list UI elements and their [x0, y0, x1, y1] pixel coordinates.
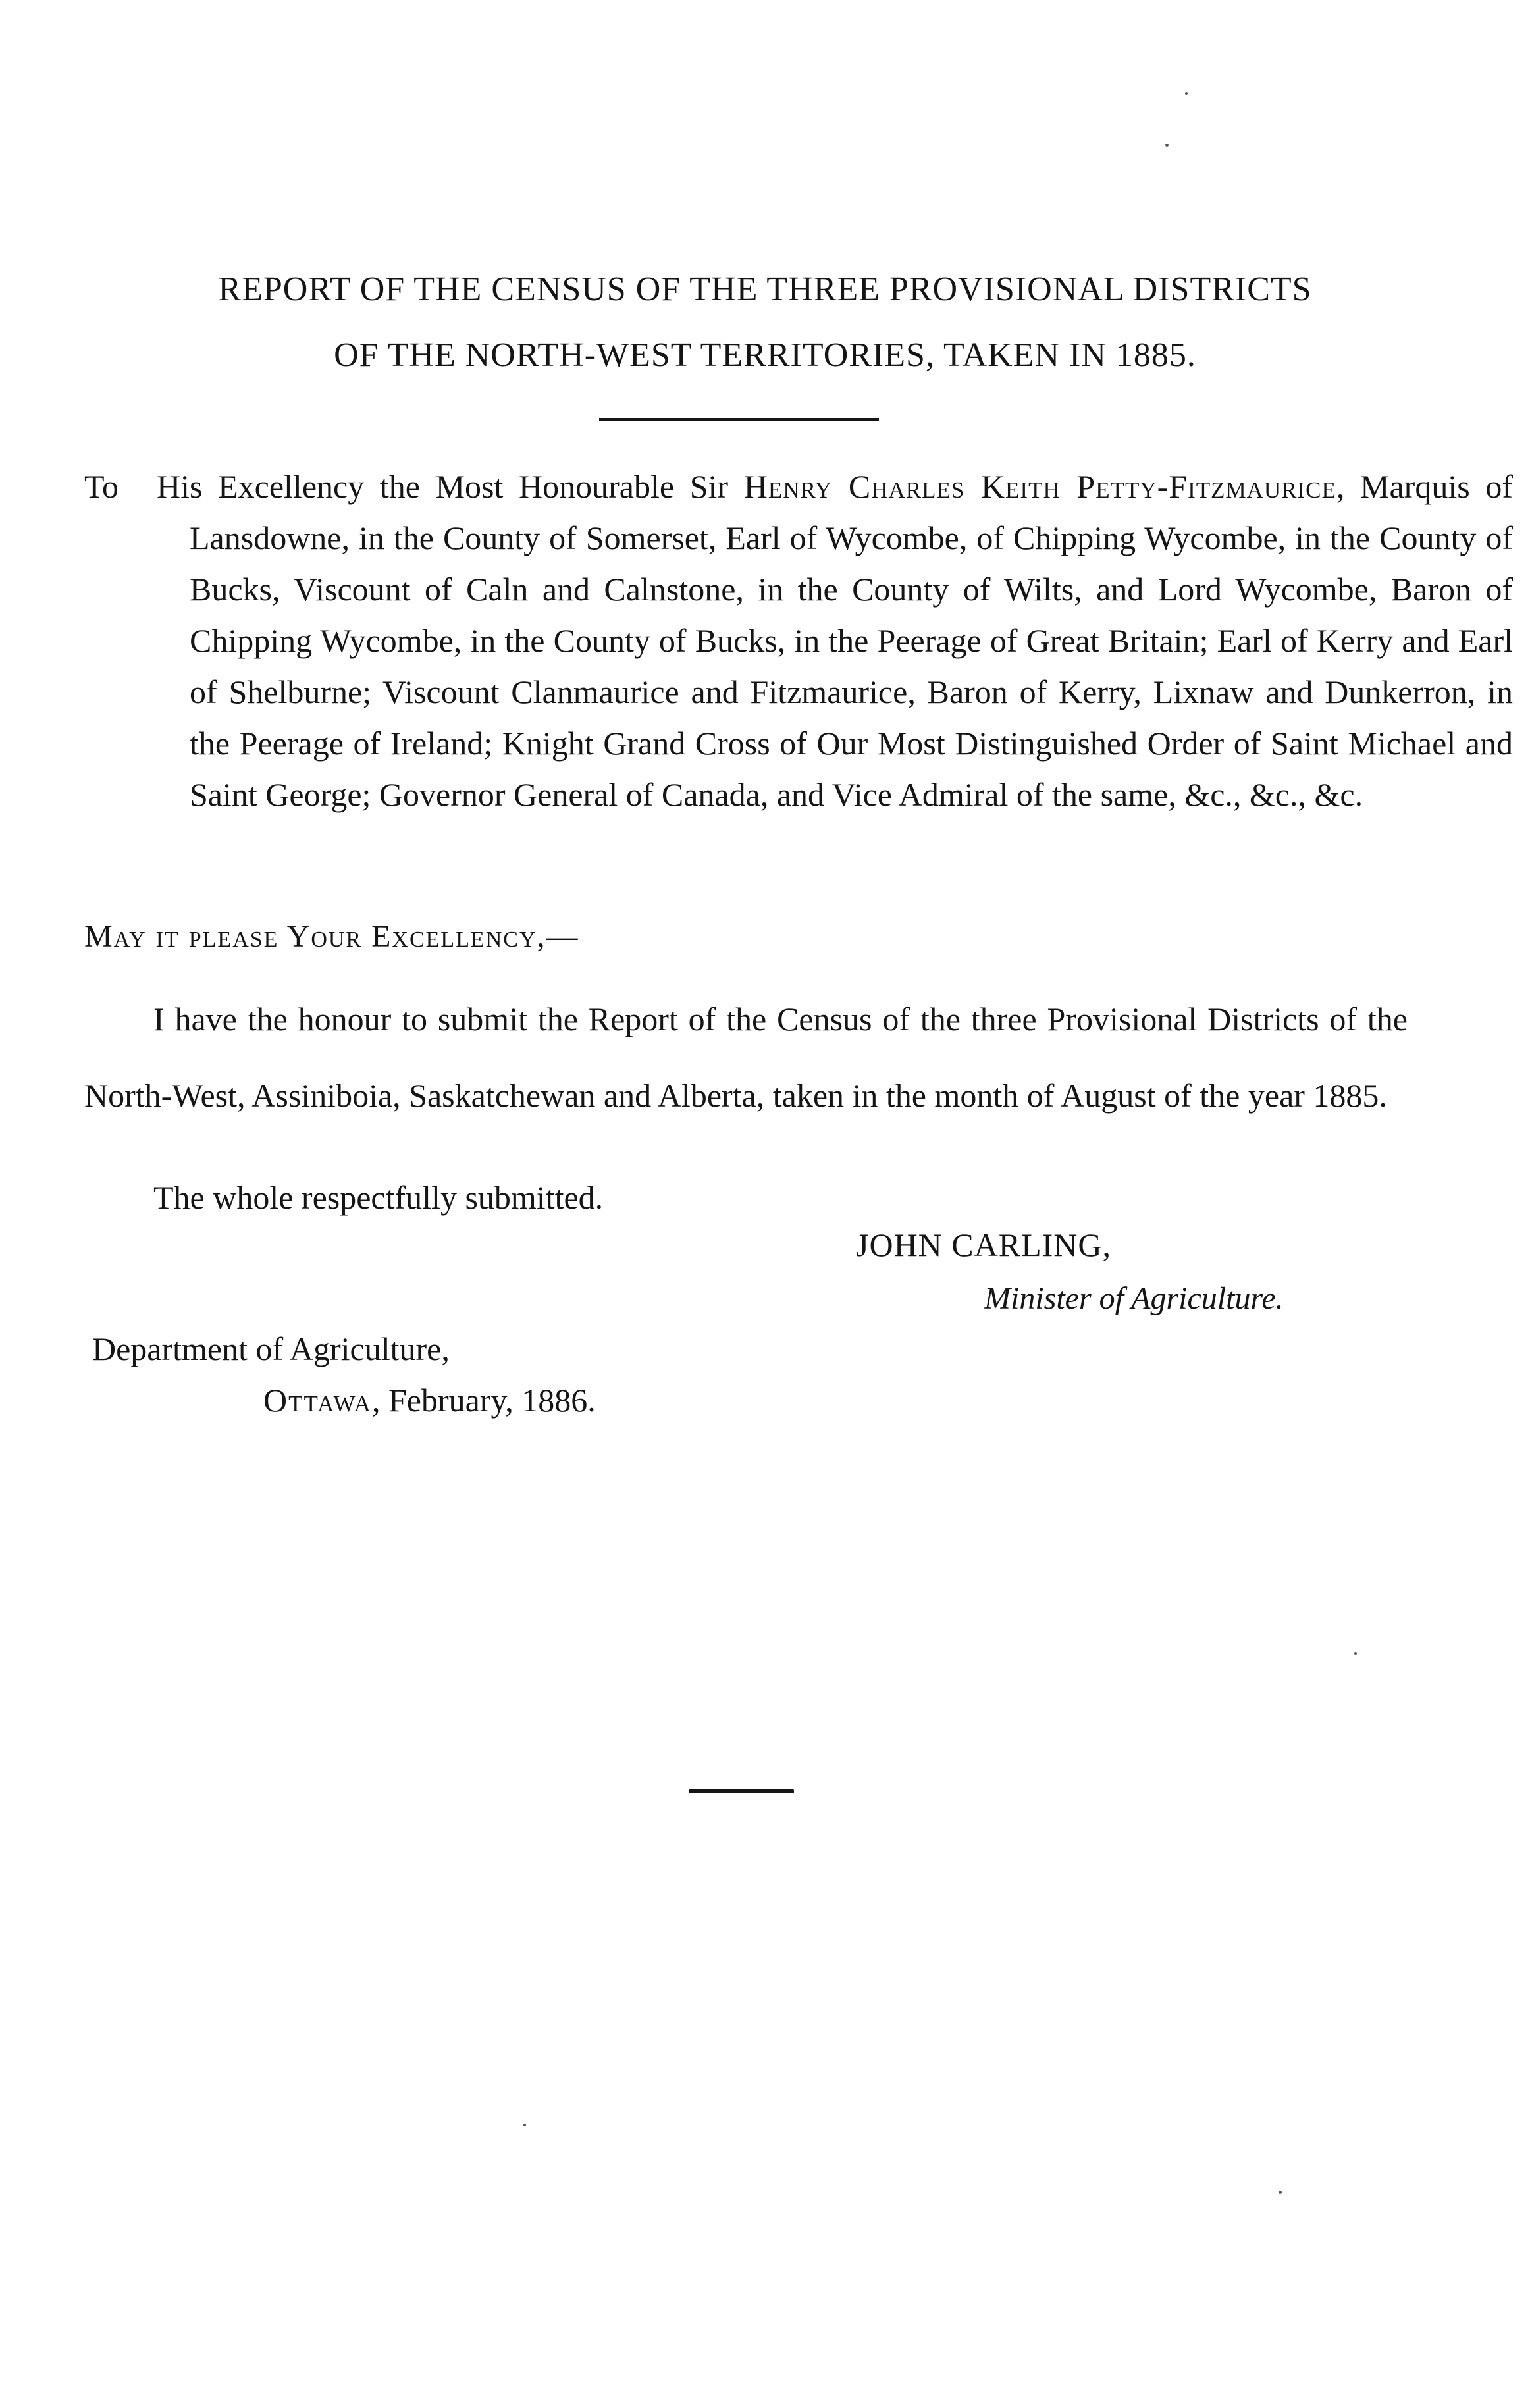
salutation: May it please Your Excellency,—: [84, 919, 579, 954]
address-intro: His Excellency the Most Honourable Sir: [157, 468, 744, 505]
end-divider-rule: [689, 1789, 794, 1793]
paper-speck: [1279, 2191, 1282, 2194]
signatory-name: JOHN CARLING,: [856, 1226, 1111, 1263]
address-recipient-name: Henry Charles Keith Petty-Fitzmaurice: [743, 468, 1336, 505]
address-titles: , Marquis of Lansdowne, in the County of Somerset, Earl of Wycombe, of Chipping Wycombe, in the County of Bucks, Viscount of Caln and Calnstone, in the County of Wilts, and Lord Wycombe, Baron of Chipping Wycombe, in the County of Bucks, in the Peerage of Great Britain; Earl of Kerry and Earl of Shelburne; Viscount Clanmaurice and Fitzmaurice, Baron of Kerry, Lixnaw and Dunkerron, in the Peerage of Ireland; Knight Grand Cross of Our Most Distinguished Order of Saint Michael and Saint George; Governor General of Canada, and Vice Admiral of the same, &c., &c., &c.: [190, 468, 1513, 813]
department-line: Department of Agriculture,: [92, 1330, 450, 1367]
place-date-line: [263, 1381, 596, 1419]
paper-speck: [523, 2124, 526, 2126]
report-title-line-1: REPORT OF THE CENSUS OF THE THREE PROVISIONAL DISTRICTS: [218, 271, 1312, 308]
paper-speck: [1354, 1652, 1357, 1655]
paper-speck: [1165, 144, 1169, 147]
title-divider-rule: [599, 418, 879, 421]
closing-line: The whole respectfully submitted.: [153, 1179, 604, 1216]
submission-paragraph: I have the honour to submit the Report of the Census of the three Provisional Districts of the North-West, Assiniboia, Saskatchewan and Alberta, taken in the month of August of the year 1885.: [84, 1001, 1408, 1114]
place-name: Ottawa: [263, 1382, 372, 1419]
address-to: To: [84, 468, 119, 505]
paper-speck: [1185, 92, 1188, 95]
date-text: , February, 1886.: [371, 1382, 596, 1419]
signatory-title: Minister of Agriculture.: [984, 1281, 1284, 1316]
report-title-line-2: OF THE NORTH-WEST TERRITORIES, TAKEN IN 1885.: [334, 336, 1196, 374]
address-block: [84, 461, 1513, 820]
